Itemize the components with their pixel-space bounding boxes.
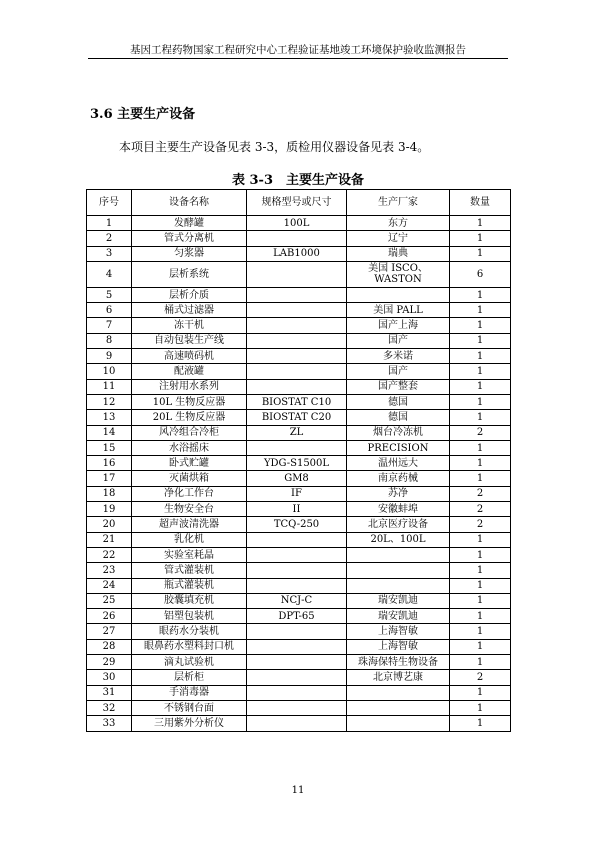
- cell-qty: 1: [450, 716, 511, 731]
- cell-model: [247, 440, 347, 455]
- cell-model: TCQ-250: [247, 517, 347, 532]
- cell-qty: 1: [450, 532, 511, 547]
- table-row: [87, 486, 511, 501]
- cell-index: 32: [87, 700, 132, 715]
- cell-name: 眼鼻药水塑料封口机: [132, 639, 247, 654]
- table-row: [87, 333, 511, 348]
- cell-qty: 1: [450, 593, 511, 608]
- cell-index: 8: [87, 333, 132, 348]
- cell-maker: 北京博艺康: [347, 670, 450, 685]
- cell-maker: 东方: [347, 216, 450, 231]
- table-row: [87, 624, 511, 639]
- cell-maker: 南京药械: [347, 471, 450, 486]
- cell-qty: 1: [450, 394, 511, 409]
- cell-name: 层析介质: [132, 287, 247, 302]
- cell-model: [247, 700, 347, 715]
- cell-qty: 1: [450, 410, 511, 425]
- cell-index: 26: [87, 609, 132, 624]
- cell-maker: 北京医疗设备: [347, 517, 450, 532]
- cell-maker: [347, 700, 450, 715]
- table-row: [87, 471, 511, 486]
- cell-index: 25: [87, 593, 132, 608]
- cell-qty: 1: [450, 216, 511, 231]
- cell-name: 匀浆器: [132, 246, 247, 261]
- cell-maker: [347, 578, 450, 593]
- cell-name: 层析柜: [132, 670, 247, 685]
- cell-qty: 1: [450, 231, 511, 246]
- table-row: [87, 303, 511, 318]
- table-row: [87, 578, 511, 593]
- cell-qty: 1: [450, 364, 511, 379]
- header-rule: [88, 58, 508, 59]
- table-row: [87, 349, 511, 364]
- table-row: [87, 440, 511, 455]
- table-row: [87, 716, 511, 731]
- cell-qty: 2: [450, 517, 511, 532]
- col-header-qty: 数量: [450, 190, 511, 216]
- cell-qty: 1: [450, 609, 511, 624]
- cell-name: 风冷组合冷柜: [132, 425, 247, 440]
- cell-name: 手消毒器: [132, 685, 247, 700]
- cell-model: 100L: [247, 216, 347, 231]
- cell-model: BIOSTAT C10: [247, 394, 347, 409]
- cell-name: 层析系统: [132, 261, 247, 287]
- table-caption: 表 3-3 主要生产设备: [231, 173, 364, 188]
- table-row: [87, 670, 511, 685]
- cell-index: 1: [87, 216, 132, 231]
- cell-index: 9: [87, 349, 132, 364]
- cell-maker: [347, 287, 450, 302]
- cell-model: [247, 563, 347, 578]
- cell-index: 14: [87, 425, 132, 440]
- table-row: [87, 685, 511, 700]
- cell-qty: 1: [450, 639, 511, 654]
- col-header-index: 序号: [87, 190, 132, 216]
- table-row: [87, 532, 511, 547]
- cell-index: 16: [87, 456, 132, 471]
- cell-model: [247, 670, 347, 685]
- cell-name: 超声波清洗器: [132, 517, 247, 532]
- cell-name: 高速喷码机: [132, 349, 247, 364]
- cell-index: 13: [87, 410, 132, 425]
- cell-model: [247, 231, 347, 246]
- cell-model: [247, 379, 347, 394]
- cell-model: [247, 287, 347, 302]
- table-row: [87, 261, 511, 287]
- cell-qty: 1: [450, 333, 511, 348]
- table-row: [87, 609, 511, 624]
- cell-index: 24: [87, 578, 132, 593]
- cell-name: 冻干机: [132, 318, 247, 333]
- cell-model: [247, 547, 347, 562]
- cell-maker: 瑞典: [347, 246, 450, 261]
- cell-qty: 1: [450, 440, 511, 455]
- cell-maker: 美国 ISCO、WASTON: [347, 261, 450, 287]
- cell-qty: 1: [450, 655, 511, 670]
- table-row: [87, 394, 511, 409]
- cell-index: 4: [87, 261, 132, 287]
- intro-paragraph: 本项目主要生产设备见表 3-3，质检用仪器设备见表 3-4。: [119, 140, 430, 154]
- cell-qty: 1: [450, 547, 511, 562]
- table-row: [87, 246, 511, 261]
- section-heading: 3.6 主要生产设备: [90, 107, 196, 122]
- cell-qty: 2: [450, 486, 511, 501]
- cell-maker: PRECISION: [347, 440, 450, 455]
- cell-qty: 1: [450, 456, 511, 471]
- col-header-name: 设备名称: [132, 190, 247, 216]
- cell-name: 三用紫外分析仪: [132, 716, 247, 731]
- cell-maker: 瑞安凯迪: [347, 593, 450, 608]
- cell-qty: 1: [450, 349, 511, 364]
- cell-name: 灭菌烘箱: [132, 471, 247, 486]
- cell-model: [247, 716, 347, 731]
- cell-name: 桶式过滤器: [132, 303, 247, 318]
- cell-name: 10L 生物反应器: [132, 394, 247, 409]
- cell-name: 实验室耗晶: [132, 547, 247, 562]
- cell-maker: 德国: [347, 410, 450, 425]
- cell-index: 22: [87, 547, 132, 562]
- cell-index: 3: [87, 246, 132, 261]
- cell-qty: 1: [450, 685, 511, 700]
- cell-maker: 20L、100L: [347, 532, 450, 547]
- cell-qty: 2: [450, 502, 511, 517]
- table-header-row: [87, 190, 511, 216]
- cell-maker: [347, 685, 450, 700]
- cell-model: LAB1000: [247, 246, 347, 261]
- cell-maker: 国产整套: [347, 379, 450, 394]
- cell-qty: 1: [450, 246, 511, 261]
- equipment-table: [86, 189, 511, 732]
- cell-maker: 国产: [347, 333, 450, 348]
- cell-qty: 1: [450, 563, 511, 578]
- cell-index: 12: [87, 394, 132, 409]
- cell-model: [247, 364, 347, 379]
- cell-index: 18: [87, 486, 132, 501]
- table-row: [87, 655, 511, 670]
- cell-name: 胶囊填充机: [132, 593, 247, 608]
- table-row: [87, 456, 511, 471]
- cell-name: 生物安全台: [132, 502, 247, 517]
- cell-index: 21: [87, 532, 132, 547]
- cell-name: 20L 生物反应器: [132, 410, 247, 425]
- cell-model: BIOSTAT C20: [247, 410, 347, 425]
- cell-maker: [347, 563, 450, 578]
- cell-maker: 瑞安凯迪: [347, 609, 450, 624]
- col-header-maker: 生产厂家: [347, 190, 450, 216]
- col-header-model: 规格型号或尺寸: [247, 190, 347, 216]
- table-row: [87, 216, 511, 231]
- cell-qty: 1: [450, 303, 511, 318]
- cell-model: ZL: [247, 425, 347, 440]
- cell-name: 眼药水分装机: [132, 624, 247, 639]
- cell-model: YDG-S1500L: [247, 456, 347, 471]
- cell-name: 瓶式灌装机: [132, 578, 247, 593]
- cell-index: 29: [87, 655, 132, 670]
- cell-name: 铝塑包装机: [132, 609, 247, 624]
- cell-model: [247, 532, 347, 547]
- cell-name: 发酵罐: [132, 216, 247, 231]
- cell-model: [247, 261, 347, 287]
- cell-model: [247, 349, 347, 364]
- cell-model: II: [247, 502, 347, 517]
- cell-index: 5: [87, 287, 132, 302]
- cell-maker: 德国: [347, 394, 450, 409]
- cell-maker: 苏净: [347, 486, 450, 501]
- cell-model: DPT-65: [247, 609, 347, 624]
- table-row: [87, 517, 511, 532]
- cell-maker: 上海智敏: [347, 624, 450, 639]
- cell-qty: 1: [450, 287, 511, 302]
- cell-qty: 2: [450, 670, 511, 685]
- cell-qty: 1: [450, 379, 511, 394]
- page-header: 基因工程药物国家工程研究中心工程验证基地竣工环境保护验收监测报告: [130, 44, 466, 56]
- cell-maker: 国产上海: [347, 318, 450, 333]
- cell-qty: 1: [450, 624, 511, 639]
- cell-index: 11: [87, 379, 132, 394]
- cell-index: 17: [87, 471, 132, 486]
- cell-model: [247, 578, 347, 593]
- table-row: [87, 593, 511, 608]
- cell-index: 7: [87, 318, 132, 333]
- cell-name: 滴丸试验机: [132, 655, 247, 670]
- cell-model: IF: [247, 486, 347, 501]
- cell-model: [247, 303, 347, 318]
- cell-name: 乳化机: [132, 532, 247, 547]
- cell-name: 管式分离机: [132, 231, 247, 246]
- table-row: [87, 379, 511, 394]
- cell-maker: 多米诺: [347, 349, 450, 364]
- cell-index: 20: [87, 517, 132, 532]
- cell-model: [247, 685, 347, 700]
- cell-maker: [347, 716, 450, 731]
- cell-index: 6: [87, 303, 132, 318]
- cell-model: [247, 333, 347, 348]
- cell-index: 30: [87, 670, 132, 685]
- table-row: [87, 502, 511, 517]
- cell-index: 23: [87, 563, 132, 578]
- cell-name: 注射用水系列: [132, 379, 247, 394]
- table-row: [87, 547, 511, 562]
- cell-maker: 安徽蚌埠: [347, 502, 450, 517]
- table-row: [87, 425, 511, 440]
- cell-model: [247, 318, 347, 333]
- cell-qty: 1: [450, 318, 511, 333]
- cell-maker: 辽宁: [347, 231, 450, 246]
- cell-model: [247, 624, 347, 639]
- table-row: [87, 700, 511, 715]
- cell-qty: 1: [450, 700, 511, 715]
- cell-index: 27: [87, 624, 132, 639]
- cell-index: 2: [87, 231, 132, 246]
- cell-name: 管式灌装机: [132, 563, 247, 578]
- cell-model: GM8: [247, 471, 347, 486]
- cell-model: NCJ-C: [247, 593, 347, 608]
- cell-name: 净化工作台: [132, 486, 247, 501]
- table-row: [87, 563, 511, 578]
- table-row: [87, 231, 511, 246]
- cell-name: 自动包装生产线: [132, 333, 247, 348]
- table-row: [87, 639, 511, 654]
- cell-maker: 珠海保特生物设备: [347, 655, 450, 670]
- cell-index: 10: [87, 364, 132, 379]
- cell-maker: 美国 PALL: [347, 303, 450, 318]
- cell-maker: 国产: [347, 364, 450, 379]
- cell-maker: [347, 547, 450, 562]
- table-row: [87, 364, 511, 379]
- cell-qty: 2: [450, 425, 511, 440]
- cell-index: 33: [87, 716, 132, 731]
- cell-maker: 上海智敏: [347, 639, 450, 654]
- cell-qty: 1: [450, 471, 511, 486]
- cell-maker: 烟台冷冻机: [347, 425, 450, 440]
- page-number: 11: [291, 785, 305, 796]
- cell-index: 31: [87, 685, 132, 700]
- cell-name: 水浴摇床: [132, 440, 247, 455]
- cell-model: [247, 655, 347, 670]
- cell-name: 卧式贮罐: [132, 456, 247, 471]
- cell-index: 28: [87, 639, 132, 654]
- cell-name: 配液罐: [132, 364, 247, 379]
- cell-name: 不锈钢台面: [132, 700, 247, 715]
- cell-index: 19: [87, 502, 132, 517]
- table-body: [87, 216, 511, 732]
- table-row: [87, 410, 511, 425]
- cell-index: 15: [87, 440, 132, 455]
- cell-qty: 6: [450, 261, 511, 287]
- table-row: [87, 318, 511, 333]
- table-row: [87, 287, 511, 302]
- cell-model: [247, 639, 347, 654]
- cell-maker: 温州远大: [347, 456, 450, 471]
- cell-qty: 1: [450, 578, 511, 593]
